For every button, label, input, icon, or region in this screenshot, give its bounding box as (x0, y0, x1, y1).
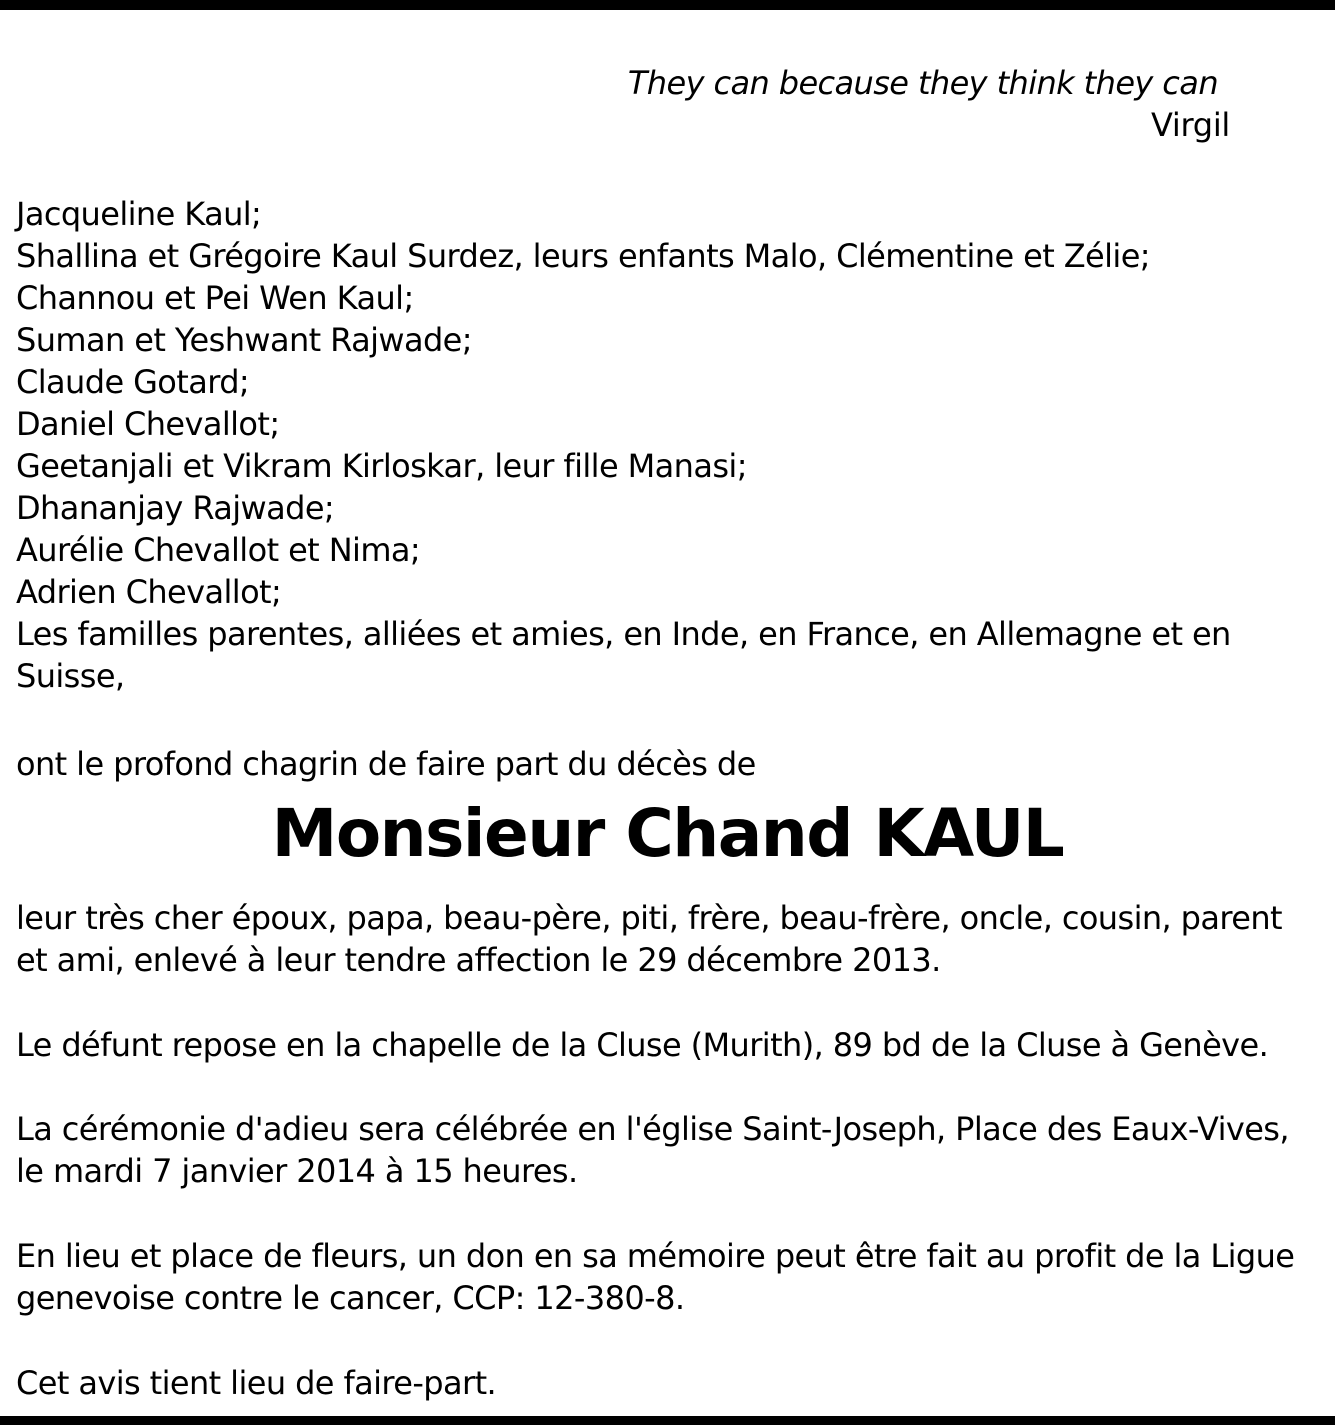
bottom-border-rule (0, 1416, 1335, 1425)
mourner-entry: Aurélie Chevallot et Nima; (16, 531, 421, 569)
repose-text: Le défunt repose en la chapelle de la Cluse (Murith), 89 bd de la Cluse à Genève. (16, 1026, 1269, 1064)
announcement-text: ont le profond chagrin de faire part du décès de (16, 745, 756, 783)
mourner-entry: Geetanjali et Vikram Kirloskar, leur fille Manasi; (16, 447, 747, 485)
donation-text: En lieu et place de fleurs, un don en sa mémoire peut être fait au profit de la Ligue genevoise contre le cancer, CCP: 12-380-8. (16, 1237, 1295, 1317)
top-border-rule (0, 0, 1335, 10)
epigraph-quote: They can because they think they can (627, 64, 1218, 102)
mourner-entry: Suman et Yeshwant Rajwade; (16, 321, 472, 359)
relationship-text: leur très cher époux, papa, beau-père, piti, frère, beau-frère, oncle, cousin, parent et ami, enlevé à leur tendre affection le 29 décembre 2013. (16, 899, 1282, 979)
mourner-entry: Claude Gotard; (16, 363, 250, 401)
mourner-entry: Adrien Chevallot; (16, 573, 282, 611)
mourner-entry: Shallina et Grégoire Kaul Surdez, leurs enfants Malo, Clémentine et Zélie; (16, 237, 1150, 275)
deceased-name: Monsieur Chand KAUL (271, 795, 1064, 872)
epigraph (560, 62, 1230, 146)
closing-text: Cet avis tient lieu de faire-part. (16, 1364, 497, 1402)
mourner-entry: Daniel Chevallot; (16, 405, 280, 443)
mourner-entry: Les familles parentes, alliées et amies, en Inde, en France, en Allemagne et en Suisse, (16, 615, 1231, 695)
mourner-entry: Jacqueline Kaul; (16, 195, 262, 233)
mourners-list (16, 193, 1316, 697)
mourner-entry: Dhananjay Rajwade; (16, 489, 335, 527)
mourner-entry: Channou et Pei Wen Kaul; (16, 279, 414, 317)
ceremony-text: La cérémonie d'adieu sera célébrée en l'église Saint-Joseph, Place des Eaux-Vives, le mardi 7 janvier 2014 à 15 heures. (16, 1110, 1289, 1190)
epigraph-author: Virgil (1151, 106, 1230, 144)
